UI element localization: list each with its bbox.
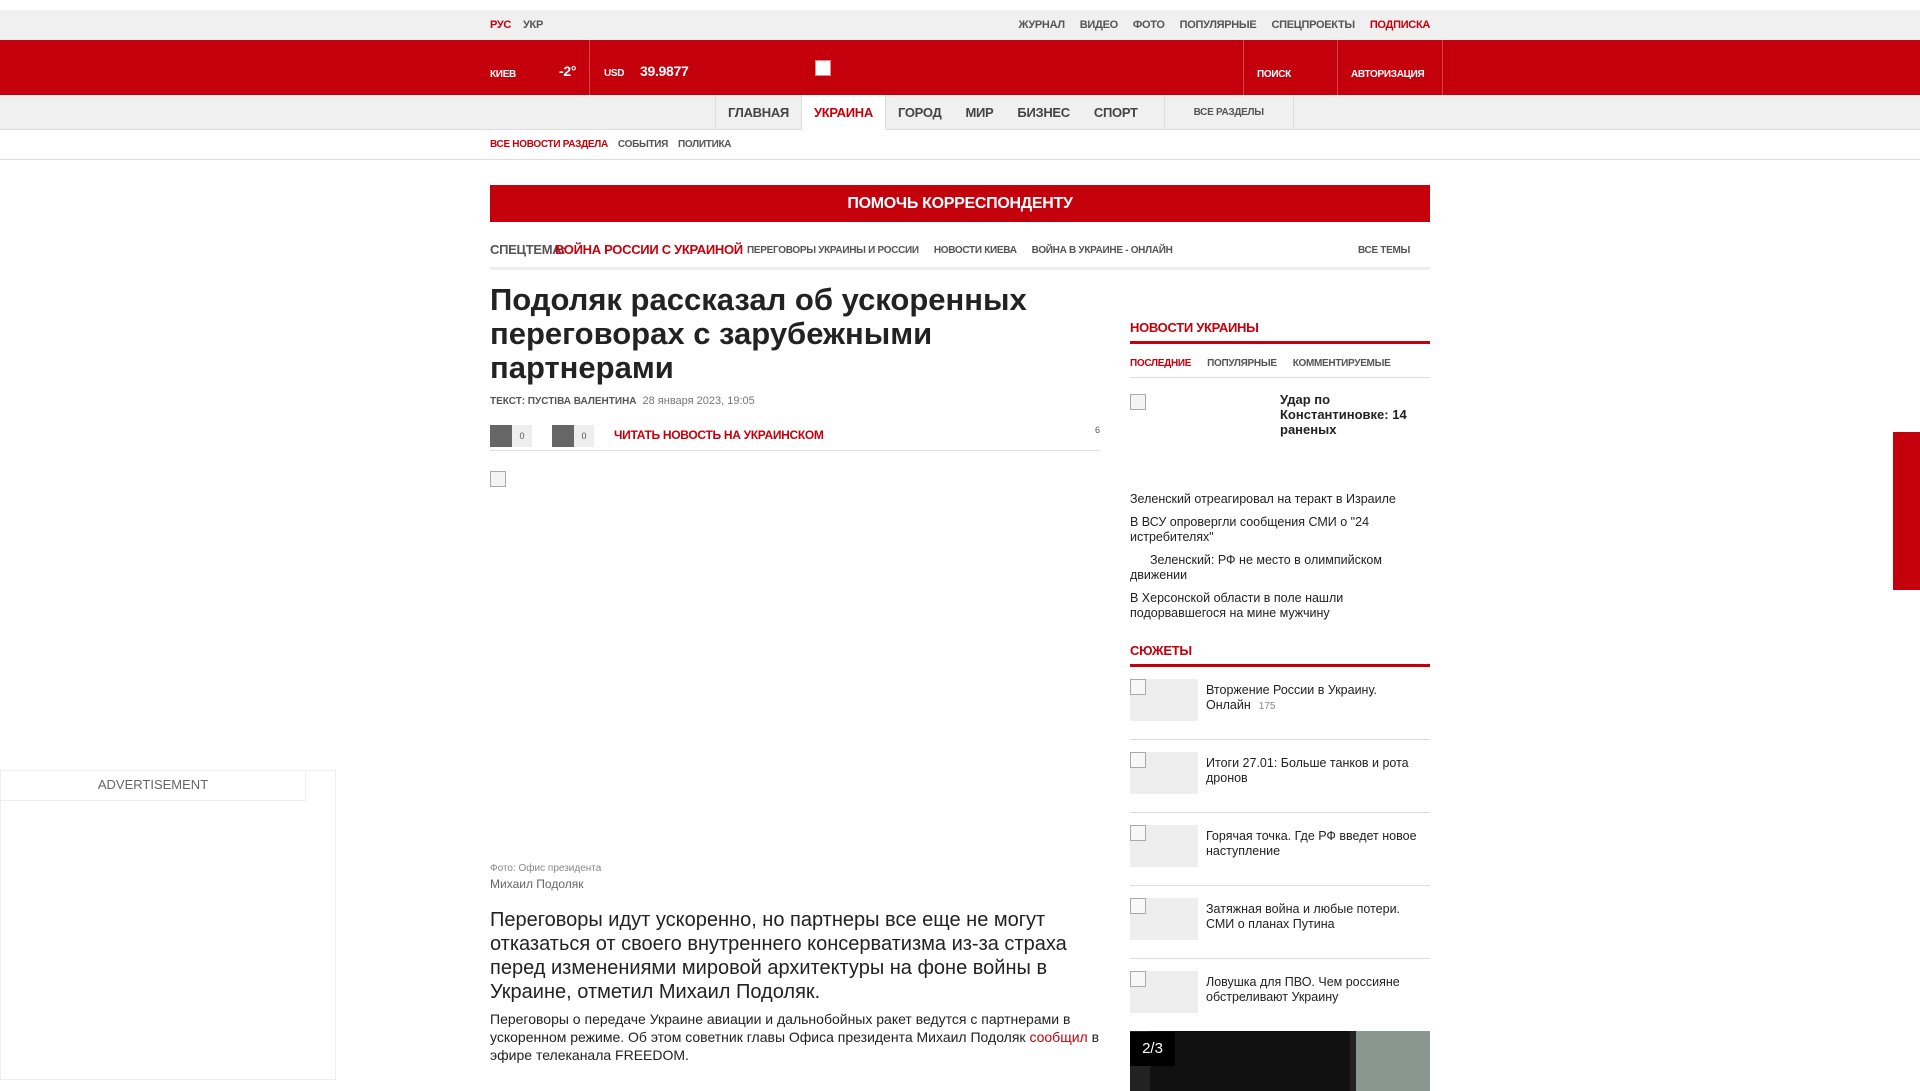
auth-button[interactable] — [1338, 40, 1443, 95]
telegram-share-icon[interactable] — [552, 425, 574, 447]
facebook-share-count: 0 — [512, 425, 532, 447]
story-title[interactable]: Итоги 27.01: Больше танков и рота дронов — [1206, 756, 1409, 785]
story-count: 175 — [1258, 701, 1276, 712]
share-total-count: 6 — [1094, 425, 1100, 435]
story-title[interactable]: Затяжная война и любые потери. СМИ о планах Путина — [1206, 902, 1401, 931]
story-item[interactable] — [1130, 825, 1430, 886]
nav-main[interactable]: ГЛАВНАЯ — [728, 105, 789, 120]
story-thumbnail — [1130, 752, 1198, 794]
themes-label: СПЕЦТЕМА: — [490, 242, 566, 257]
article-body — [490, 1010, 1100, 1064]
help-correspondent-button[interactable]: ПОМОЧЬ КОРРЕСПОНДЕНТУ — [490, 185, 1430, 222]
read-in-ukrainian-link[interactable]: ЧИТАТЬ НОВОСТЬ НА УКРАИНСКОМ — [614, 428, 824, 442]
story-title[interactable]: Горячая точка. Где РФ введет новое наступление — [1206, 829, 1417, 858]
photo-gallery[interactable] — [1130, 1031, 1430, 1091]
featured-news[interactable] — [1130, 392, 1430, 492]
article-byline — [490, 395, 1100, 407]
tab-latest[interactable]: ПОСЛЕДНИЕ — [1130, 358, 1192, 369]
main-nav — [0, 95, 1920, 130]
search-label: ПОИСК — [1257, 69, 1291, 80]
side-feedback-tab[interactable] — [1893, 432, 1920, 590]
body-text-end: в эфире телеканала FREEDOM. — [490, 1029, 1100, 1063]
theme-war-online-link[interactable]: ВОЙНА В УКРАИНЕ - ОНЛАЙН — [1031, 245, 1173, 256]
subscribe-link[interactable]: ПОДПИСКА — [1369, 19, 1430, 31]
tab-popular[interactable]: ПОПУЛЯРНЫЕ — [1207, 358, 1277, 369]
top-menu-photo[interactable]: ФОТО — [1132, 19, 1165, 31]
top-menu-journal[interactable]: ЖУРНАЛ — [1018, 19, 1065, 31]
weather-widget — [475, 40, 590, 95]
share-bar — [490, 421, 1100, 451]
currency-widget — [590, 40, 705, 95]
photo-caption: Михаил Подоляк — [490, 877, 584, 891]
news-list — [1130, 492, 1430, 621]
nav-world[interactable]: МИР — [965, 105, 994, 120]
article-title: Подоляк рассказал об ускоренных переговорах с зарубежными партнерами — [490, 282, 1027, 385]
article-photo — [490, 469, 1100, 864]
advertisement-label: ADVERTISEMENT — [1, 771, 306, 801]
news-item[interactable]: Зеленский отреагировал на теракт в Израиле — [1130, 492, 1396, 506]
gallery-slide-next — [1356, 1031, 1430, 1091]
site-logo[interactable] — [815, 60, 831, 76]
top-menu-popular[interactable]: ПОПУЛЯРНЫЕ — [1179, 19, 1257, 31]
news-item[interactable]: В ВСУ опровергли сообщения СМИ о "24 истребителях" — [1130, 515, 1370, 544]
top-menu-video[interactable]: ВИДЕО — [1079, 19, 1118, 31]
featured-image — [1130, 394, 1146, 410]
sidebar — [1130, 320, 1430, 1032]
nav-business[interactable]: БИЗНЕС — [1017, 105, 1070, 120]
sub-nav — [0, 130, 1920, 160]
story-thumbnail — [1130, 679, 1198, 721]
body-source-link[interactable]: сообщил — [1029, 1029, 1088, 1045]
advertisement-block — [0, 770, 336, 1080]
special-themes-bar — [490, 238, 1430, 270]
lang-ru-link[interactable]: РУС — [490, 19, 512, 31]
news-tabs — [1130, 344, 1430, 378]
all-themes-link[interactable]: ВСЕ ТЕМЫ — [1357, 245, 1410, 256]
news-item[interactable]: В Херсонской области в поле нашли подорвавшегося на мине мужчину — [1130, 591, 1344, 620]
ukraine-news-title[interactable]: НОВОСТИ УКРАИНЫ — [1130, 320, 1430, 344]
subnav-politics[interactable]: ПОЛИТИКА — [678, 139, 732, 150]
auth-label: АВТОРИЗАЦИЯ — [1351, 69, 1425, 80]
nav-sport[interactable]: СПОРТ — [1093, 105, 1138, 120]
subnav-all-news[interactable]: ВСЕ НОВОСТИ РАЗДЕЛА — [490, 139, 608, 150]
top-bar — [0, 10, 1920, 40]
city-label: КИЕВ — [490, 69, 516, 80]
nav-all-sections[interactable]: ВСЕ РАЗДЕЛЫ — [1164, 95, 1294, 130]
article-date: 28 января 2023, 19:05 — [642, 395, 755, 407]
article — [490, 282, 1100, 1063]
nav-ukraine[interactable]: УКРАИНА — [801, 95, 886, 130]
broken-image-icon — [490, 471, 506, 487]
story-thumbnail — [1130, 825, 1198, 867]
news-item[interactable]: Зеленский: РФ не место в олимпийском движении — [1130, 553, 1382, 582]
top-menu — [1018, 19, 1430, 31]
gallery-counter: 2/3 — [1130, 1032, 1175, 1066]
story-item[interactable] — [1130, 898, 1430, 959]
theme-kyiv-news-link[interactable]: НОВОСТИ КИЕВА — [933, 245, 1017, 256]
currency-rate: 39.9877 — [640, 63, 689, 79]
article-author[interactable]: ТЕКСТ: ПУСТІВА ВАЛЕНТИНА — [490, 395, 637, 407]
story-item[interactable] — [1130, 679, 1430, 740]
temperature-value: -2° — [559, 63, 577, 79]
header — [0, 40, 1920, 95]
story-item[interactable] — [1130, 752, 1430, 813]
theme-war-link[interactable]: ВОЙНА РОССИИ С УКРАИНОЙ — [555, 242, 743, 257]
featured-news-title[interactable]: Удар по Константиновке: 14 раненых — [1280, 392, 1407, 437]
story-title[interactable]: Ловушка для ПВО. Чем россияне обстреливают Украину — [1206, 975, 1400, 1004]
facebook-share-icon[interactable] — [490, 425, 512, 447]
telegram-share-count: 0 — [574, 425, 594, 447]
top-menu-specprojects[interactable]: СПЕЦПРОЕКТЫ — [1271, 19, 1355, 31]
story-title[interactable]: Вторжение России в Украину. Онлайн — [1206, 683, 1377, 712]
story-thumbnail — [1130, 898, 1198, 940]
stories-title[interactable]: СЮЖЕТЫ — [1130, 643, 1430, 667]
currency-label: USD — [604, 68, 625, 79]
nav-city[interactable]: ГОРОД — [897, 105, 942, 120]
search-button[interactable] — [1243, 40, 1338, 95]
story-thumbnail — [1130, 971, 1198, 1013]
lang-ua-link[interactable]: УКР — [523, 19, 543, 31]
story-item[interactable] — [1130, 971, 1430, 1032]
tab-commented[interactable]: КОММЕНТИРУЕМЫЕ — [1292, 358, 1391, 369]
subnav-events[interactable]: СОБЫТИЯ — [617, 139, 669, 150]
article-lead: Переговоры идут ускоренно, но партнеры все еще не могут отказаться от своего внутреннего консерватизма из-за страха перед изменениями мировой архитектуры на фоне войны в Украине, отметил Михаил Подоляк. — [490, 909, 1067, 1003]
photo-credit: Фото: Офис президента — [490, 863, 602, 874]
theme-negotiations-link[interactable]: ПЕРЕГОВОРЫ УКРАИНЫ И РОССИИ — [747, 245, 919, 256]
body-text: Переговоры о передаче Украине авиации и дальнобойных ракет ведутся с партнерами в ускоренном режиме. Об этом советник главы Офиса президента Михаил Подоляк — [490, 1011, 1071, 1045]
gallery-slide — [1150, 1031, 1350, 1091]
